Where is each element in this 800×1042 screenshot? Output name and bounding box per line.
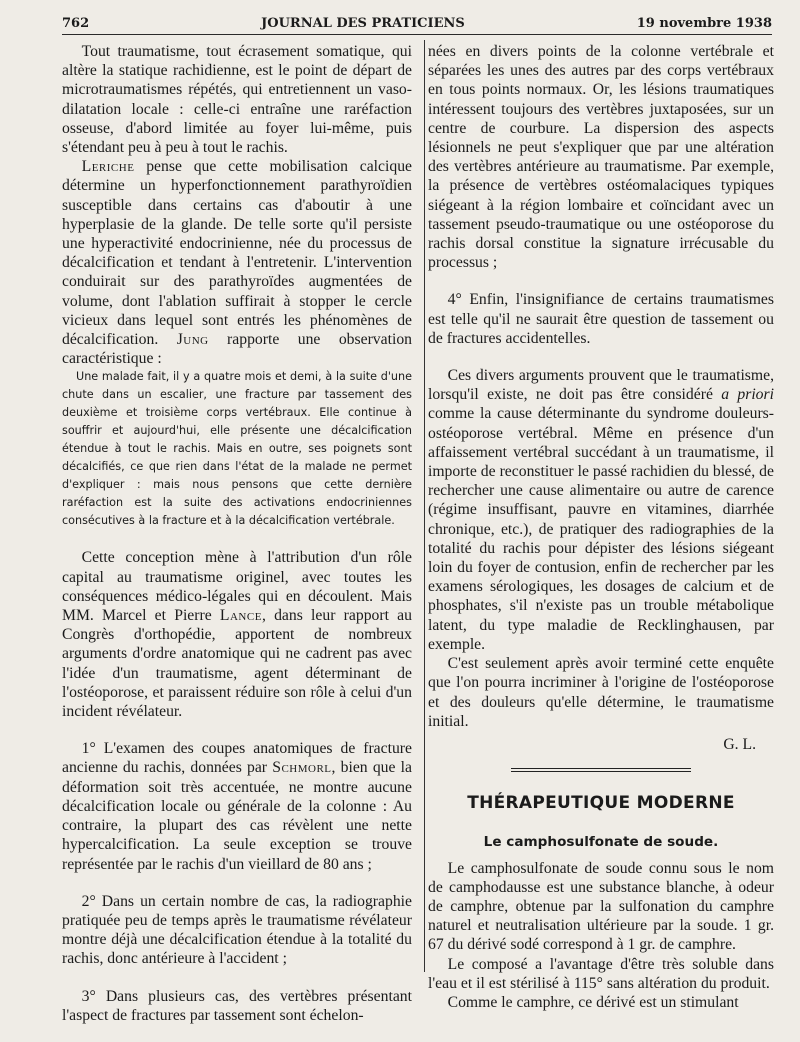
paragraph-point-1 <box>62 739 412 873</box>
section-separator <box>511 768 691 772</box>
paragraph-lance <box>62 548 412 721</box>
section-title: THÉRAPEUTIQUE MODERNE <box>467 793 735 814</box>
left-column <box>62 42 412 1025</box>
paragraph-text: Ces divers arguments prouvent que le traumatisme, lorsqu'il existe, ne doit pas être considéré <box>428 367 774 404</box>
author-name: Schmorl <box>272 759 332 777</box>
paragraph: Le composé a l'avantage d'être très soluble dans l'eau et il est stérilisé à 115° sans altération du produit. <box>428 955 774 992</box>
author-name: Lance <box>219 607 262 625</box>
column-divider <box>424 40 425 972</box>
paragraph-text: Cette conception mène à l'attribution d'un rôle capital au traumatisme originel, avec toutes les conséquences médico-légales qui en découlent. Mais MM. Marcel et Pierre <box>62 549 412 625</box>
paragraph: Comme le camphre, ce dérivé est un stimulant <box>447 993 739 1011</box>
page-number: 762 <box>62 16 90 31</box>
article-title: Le camphosulfonate de soude. <box>483 834 719 851</box>
author-name: Leriche <box>81 158 135 176</box>
right-column <box>428 42 774 1012</box>
header-rule <box>62 34 772 35</box>
paragraph-text: , bien que la déformation soit très accentuée, ne montre aucune décalcification locale ou générale de la colonne : Au contraire, la plupart des cas révèlent une nette hypercalcification. La seule exception se trouve représentée par le rachis d'un vieillard de 80 ans ; <box>62 759 412 873</box>
paragraph-text: pense que cette mobilisation calcique détermine un hyperfonctionnement parathyroïdien susceptible dans certains cas d'aboutir à une hyperplasie de la glande. De telle sorte qu'il persiste une hyperactivité endocrinienne, née du processus de décalcification et tendant à l'entretenir. L'intervention conduirait sur des parathyroïdes augmentées de volume, dont l'ablation suffirait à stopper le cercle vicieux dans lequel sont entrés les phénomènes de décalcification. <box>62 158 412 349</box>
paragraph-leriche <box>62 157 412 368</box>
paragraph-text: comme la cause déterminante du syndrome douleurs-ostéoporose vertébral. Même en présence d'un affaissement vertébral succédant à un traumatisme, il importe de reconstituer le passé rachidien du blessé, de rechercher une cause alimentaire ou autre de carence (régime insuffisant, pauvre en vitamines, diarrhée chronique, etc.), de pratiquer des radiographies de la totalité du rachis pour dépister des lésions siégeant loin du foyer de contusion, enfin de rechercher par les examens sérologiques, les dosages de calcium et de phosphates, s'il n'existe pas un trouble métabolique latent, du type maladie de Recklinghausen, par exemple. <box>428 405 774 653</box>
author-signature: G. L. <box>723 735 756 753</box>
journal-title: JOURNAL DES PRATICIENS <box>261 16 465 31</box>
paragraph-continued: nées en divers points de la colonne vertébrale et séparées les unes des autres par des corps vertébraux en tous points normaux. Or, les lésions traumatiques intéressent toujours des vertèbres juxtaposées, sur un centre de courbure. La dispersion des aspects lésionnels ne peut s'expliquer que par une altération des vertèbres antérieure au traumatisme. Par exemple, la présence de vertèbres ostéomalaciques typiques siégeant à la région lombaire et coïncidant avec un tassement pseudo-traumatique ou une ostéoporose du rachis dorsal constitue la signature irrécusable du processus ; <box>428 43 774 272</box>
paragraph: Le camphosulfonate de soude connu sous le nom de camphodausse est une substance blanche, à odeur de camphre, obtenue par la sulfonation du camphre naturel et neutralisation ultérieure par la soude. 1 gr. 67 du dérivé sodé correspond à 1 gr. de camphre. <box>428 859 774 954</box>
italic-phrase: a priori <box>721 386 774 404</box>
paragraph-conclusion <box>428 366 774 654</box>
issue-date: 19 novembre 1938 <box>636 16 772 31</box>
paragraph-point-3: 3° Dans plusieurs cas, des vertèbres présentant l'aspect de fractures par tassement sont échelon- <box>62 987 412 1024</box>
page-header <box>62 16 772 31</box>
paragraph: C'est seulement après avoir terminé cette enquête que l'on pourra incriminer à l'origine de l'ostéoporose et des douleurs qu'elle détermine, le traumatisme initial. <box>428 655 774 730</box>
paragraph-text: 1° L'examen des coupes anatomiques de fracture ancienne du rachis, données par <box>62 740 412 777</box>
paragraph: Tout traumatisme, tout écrasement somatique, qui altère la statique rachidienne, est le point de départ de microtraumatismes répétés, qui entretiennent un vaso-dilatation locale : celle-ci entraîne une raréfaction osseuse, d'abord limitée au foyer lui-même, puis s'étendant peu à peu à tout le rachis. <box>62 43 412 157</box>
case-report: Une malade fait, il y a quatre mois et demi, à la suite d'une chute dans un escalier, une fracture par tassement des deuxième et troisième corps vertébraux. Elle continue à souffrir et aujourd'hui, elle présente une décalcification étendue à tout le rachis. Mais en outre, ses poignets sont décalcifiés, ce que rien dans l'état de la malade ne permet d'expliquer : mais nous pensons que cette dernière raréfaction est la suite des activations endocriniennes consécutives à la fracture et à la décalcification vertébrale. <box>62 370 412 528</box>
paragraph-point-2: 2° Dans un certain nombre de cas, la radiographie pratiquée peu de temps après le traumatisme révélateur montre déjà une décalcification étendue à la totalité du rachis, donc antérieure à l'accident ; <box>62 892 412 968</box>
paragraph-point-4: 4° Enfin, l'insignifiance de certains traumatismes est telle qu'il ne saurait être question de tassement ou de fractures accidentelles. <box>428 291 774 347</box>
paragraph-text: rapporte une observation caractéristique : <box>62 331 413 368</box>
author-name: Jung <box>176 331 209 349</box>
paragraph-text: , dans leur rapport au Congrès d'orthopédie, apportent de nombreux arguments d'ordre anatomique qui ne cadrent pas avec l'idée d'un traumatisme, agent déterminant de l'ostéoporose, et paraissent réduire son rôle à celui d'un incident révélateur. <box>62 607 412 721</box>
